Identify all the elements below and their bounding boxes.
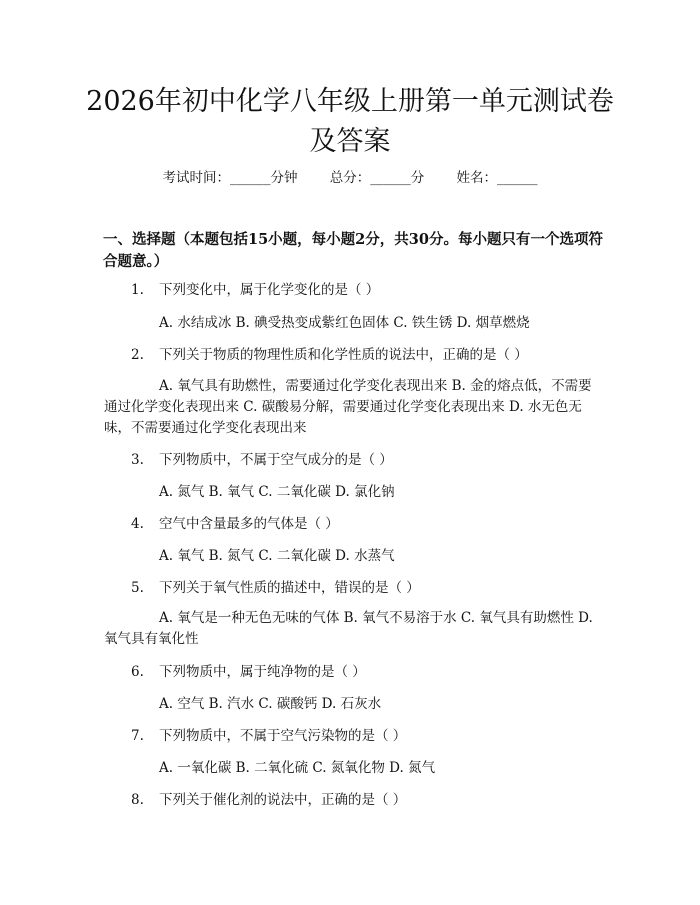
question-2-options-text: A. 氧气具有助燃性，需要通过化学变化表现出来 B. 金的熔点低，不需要通过化学变化表现出来 C. 碳酸易分解，需要通过化学变化表现出来 D. 水无色无味，不需要通过化学变化表现出来 bbox=[104, 378, 592, 436]
question-7 bbox=[131, 726, 406, 746]
student-name: 姓名：______ bbox=[456, 170, 538, 186]
question-5 bbox=[131, 578, 420, 598]
question-8 bbox=[131, 790, 406, 810]
question-5-options bbox=[104, 608, 601, 650]
question-2 bbox=[131, 345, 528, 365]
question-5-options-text: A. 氧气是一种无色无味的气体 B. 氧气不易溶于水 C. 氧气具有助燃性 D. 氧气具有氧化性 bbox=[104, 610, 593, 647]
page-title bbox=[0, 82, 700, 162]
question-stem: 下列物质中，不属于空气成分的是（ ） bbox=[159, 452, 393, 468]
question-number: 3. bbox=[131, 452, 144, 468]
question-stem: 下列物质中，不属于空气污染物的是（ ） bbox=[159, 728, 407, 744]
question-3-options: A. 氮气 B. 氧气 C. 二氧化碳 D. 氯化钠 bbox=[159, 484, 395, 500]
question-stem: 下列变化中，属于化学变化的是（ ） bbox=[159, 282, 380, 298]
question-6 bbox=[131, 662, 366, 682]
title-line-2: 及答案 bbox=[309, 126, 391, 157]
question-4 bbox=[131, 514, 339, 534]
question-stem: 下列关于氧气性质的描述中，错误的是（ ） bbox=[159, 580, 420, 596]
question-1-options: A. 水结成冰 B. 碘受热变成紫红色固体 C. 铁生锈 D. 烟草燃烧 bbox=[159, 315, 530, 331]
section-heading: 一、选择题（本题包括15小题，每小题2分，共30分。每小题只有一个选项符合题意。） bbox=[103, 231, 603, 270]
question-6-options: A. 空气 B. 汽水 C. 碳酸钙 D. 石灰水 bbox=[159, 696, 382, 712]
exam-time: 考试时间：______分钟 bbox=[162, 170, 298, 186]
title-line-1: 2026年初中化学八年级上册第一单元测试卷 bbox=[86, 86, 614, 117]
question-stem: 空气中含量最多的气体是（ ） bbox=[159, 516, 339, 532]
question-2-options bbox=[104, 376, 601, 439]
question-1 bbox=[131, 280, 379, 300]
total-score: 总分：______分 bbox=[329, 170, 425, 186]
question-4-options: A. 氧气 B. 氮气 C. 二氧化碳 D. 水蒸气 bbox=[159, 548, 395, 564]
question-7-options: A. 一氧化碳 B. 二氧化硫 C. 氮氧化物 D. 氮气 bbox=[159, 760, 436, 776]
question-stem: 下列物质中，属于纯净物的是（ ） bbox=[159, 664, 366, 680]
question-3 bbox=[131, 450, 393, 470]
question-number: 7. bbox=[131, 728, 144, 744]
question-number: 1. bbox=[131, 282, 144, 298]
question-number: 8. bbox=[131, 792, 144, 808]
question-number: 5. bbox=[131, 580, 144, 596]
question-number: 4. bbox=[131, 516, 144, 532]
question-number: 2. bbox=[131, 347, 144, 363]
question-stem: 下列关于催化剂的说法中，正确的是（ ） bbox=[159, 792, 407, 808]
question-stem: 下列关于物质的物理性质和化学性质的说法中，正确的是（ ） bbox=[159, 347, 528, 363]
question-number: 6. bbox=[131, 664, 144, 680]
exam-meta bbox=[0, 168, 700, 188]
